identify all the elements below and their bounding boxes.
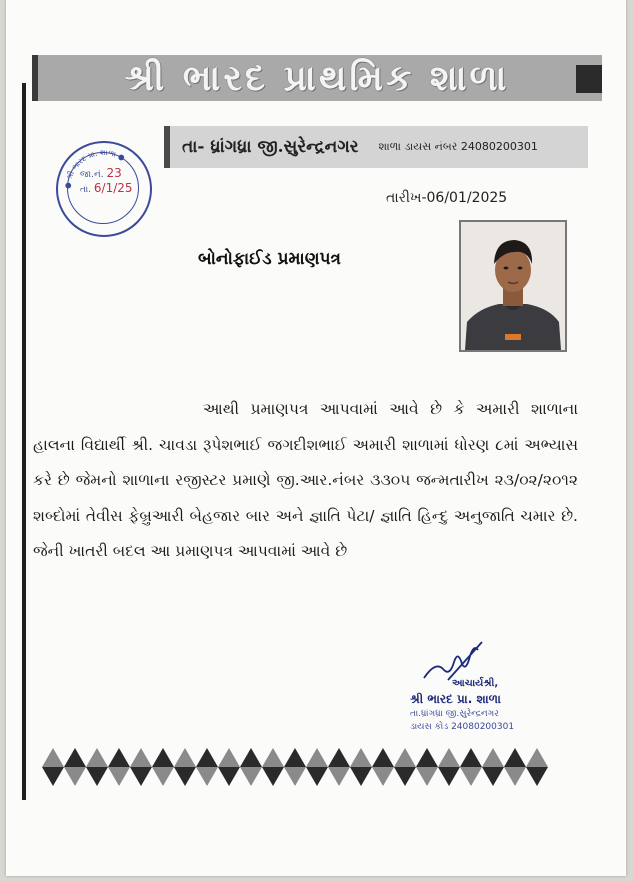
signature-scribble bbox=[418, 640, 488, 682]
stamp-number-label: જા.નં. bbox=[80, 170, 104, 180]
stamp-number-block bbox=[80, 167, 133, 197]
issue-date: તારીખ-06/01/2025 bbox=[386, 190, 508, 206]
school-title-band bbox=[32, 55, 602, 101]
certificate-body bbox=[33, 392, 578, 570]
student-photo bbox=[459, 220, 567, 352]
stamp-date-label: તા. bbox=[80, 185, 92, 195]
school-name: શ્રી ભારદ પ્રાથમિક શાળા bbox=[124, 56, 510, 99]
svg-text:● શ્રી ભારદ પ્રા. શાળા ●: ● શ્રી ભારદ પ્રા. શાળા ● bbox=[62, 147, 127, 190]
taluka-district: તા- ધ્રાંગધ્રા જી.સુરેન્દ્રનગર bbox=[182, 137, 359, 157]
stamp-number-value: 23 bbox=[106, 166, 122, 180]
address-band bbox=[164, 126, 588, 168]
dise-number: શાળા ડાયસ નંબર 24080200301 bbox=[378, 140, 538, 153]
certificate-paragraph: આથી પ્રમાણપત્ર આપવામાં આવે છે કે અમારી શાળાના હાલના વિદ્યાર્થી શ્રી. ચાવડા રૂપેશભાઈ જગદીશભાઈ અમારી શાળામાં ધોરણ ૮માં અભ્યાસ કરે છે જેમનો શાળાના રજીસ્ટર પ્રમાણે જી.આર.નંબર ૩૩૦૫ જન્મતારીખ ૨૩/૦૨/૨૦૧૨ શબ્દોમાં તેવીસ ફેબ્રુઆરી બેહજાર બાર અને જ્ઞાતિ પેટા/ જ્ઞાતિ હિન્દુ અનુજાતિ ચમાર છે. જેની ખાતરી બદલ આ પ્રમાણપત્ર આપવામાં આવે છે bbox=[33, 400, 578, 560]
signature-address: તા.ધ્રાંગધ્રા જી.સુરેન્દ્રનગર bbox=[410, 709, 499, 719]
stamp-date-value: 6/1/25 bbox=[93, 181, 133, 195]
school-stamp bbox=[56, 141, 152, 237]
signature-school: શ્રી ભારદ પ્રા. શાળા bbox=[410, 692, 501, 706]
principal-signature-block bbox=[410, 640, 570, 740]
student-portrait-image bbox=[461, 222, 565, 350]
signature-designation: આચાર્યશ્રી, bbox=[452, 678, 499, 689]
left-border-rule bbox=[22, 83, 26, 800]
certificate-title: બોનોફાઈડ પ્રમાણપત્ર bbox=[198, 249, 342, 269]
decorative-triangle-border bbox=[42, 746, 564, 788]
signature-dise: ડાયસ કોડ 24080200301 bbox=[410, 722, 515, 732]
